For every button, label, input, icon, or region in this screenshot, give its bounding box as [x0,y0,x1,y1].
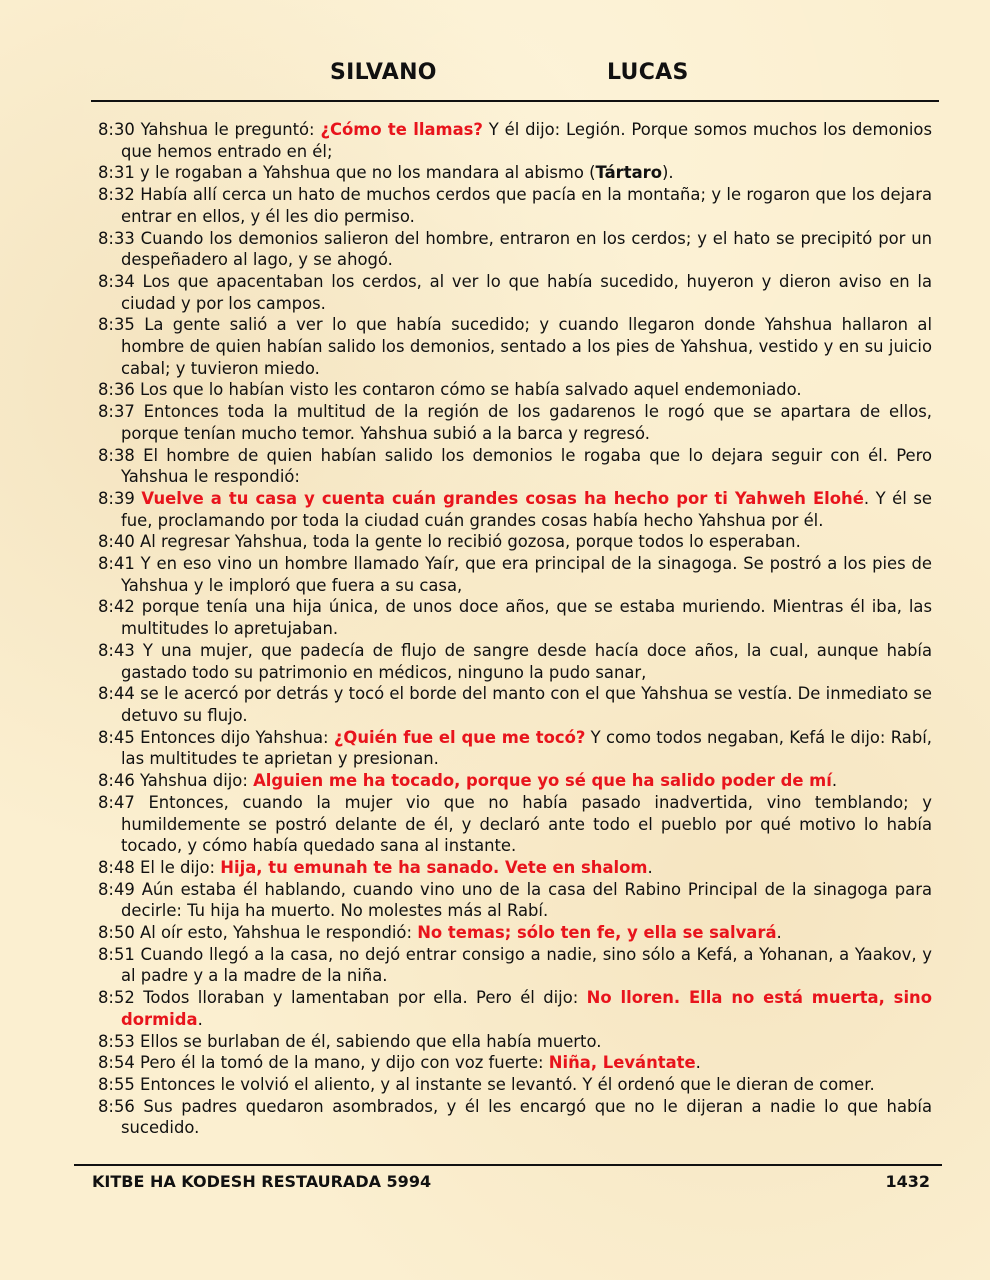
verse-text: Entonces dijo Yahshua: [140,727,334,747]
verse-reference: 8:43 [98,640,135,660]
verse-text: Al oír esto, Yahshua le respondió: [140,923,418,943]
verse-8-42 [98,596,932,639]
verse-reference: 8:39 [98,488,135,508]
verse-reference: 8:50 [98,923,135,943]
verse-8-52 [98,987,932,1030]
verse-reference: 8:49 [98,879,135,899]
verse-8-39 [98,488,932,531]
verse-text: Yahshua dijo: [140,771,254,791]
verse-text: Sus padres quedaron asombrados, y él les encargó que no le dijeran a nadie lo que había sucedido. [121,1096,932,1138]
verse-text: Cuando llegó a la casa, no dejó entrar consigo a nadie, sino sólo a Kefá, a Yohanan, a Yaakov, y al padre y a la madre de la niña. [121,944,932,986]
verse-8-55 [98,1074,932,1096]
verse-reference: 8:37 [98,402,135,422]
verse-reference: 8:47 [98,792,135,812]
verse-text: . [647,857,653,877]
verse-text: Entonces toda la multitud de la región de los gadarenos le rogó que se apartara de ellos, porque tenían mucho temor. Yahshua subió a la barca y regresó. [121,402,932,443]
spoken-words: Niña, Levántate [548,1053,696,1073]
footer-title: KITBE HA KODESH RESTAURADA 5994 [92,1172,432,1191]
verse-reference: 8:41 [98,554,135,574]
spoken-words: Alguien me ha tocado, porque yo sé que ha salido poder de mí [253,771,832,791]
verse-8-41 [98,553,932,596]
spoken-words: ¿Quién fue el que me tocó? [333,727,586,747]
verse-8-30 [98,119,932,162]
verse-text: Los que lo habían visto les contaron cómo se había salvado aquel endemoniado. [140,380,802,400]
verse-text: Había allí cerca un hato de muchos cerdos que pacía en la montaña; y le rogaron que los dejara entrar en ellos, y él les dio permiso. [121,185,933,226]
verse-text: Aún estaba él hablando, cuando vino uno de la casa del Rabino Principal de la sinagoga para decirle: Tu hija ha muerto. No molestes más al Rabí. [121,879,932,921]
header-author: SILVANO [330,60,437,85]
verse-8-33 [98,228,932,271]
verse-8-43 [98,640,932,683]
footer-divider [74,1164,942,1166]
verse-text: El le dijo: [140,857,221,877]
verse-reference: 8:55 [98,1074,135,1094]
verse-list [98,119,932,1139]
verse-text: Yahshua le preguntó: [140,120,321,139]
verse-text: Entonces le volvió el aliento, y al instante se levantó. Y él ordenó que le dieran de comer. [140,1074,875,1094]
verse-reference: 8:35 [98,315,135,335]
verse-reference: 8:45 [98,727,135,747]
verse-reference: 8:40 [98,532,135,552]
verse-8-49 [98,879,932,922]
verse-8-31 [98,162,932,184]
verse-reference: 8:52 [98,988,135,1008]
verse-8-50 [98,922,932,944]
verse-text: porque tenía una hija única, de unos doce años, que se estaba muriendo. Mientras él iba, las multitudes lo apretujaban. [121,597,932,639]
verse-reference: 8:54 [98,1053,135,1073]
verse-reference: 8:56 [98,1096,135,1116]
verse-text: Y él dijo: Legión. Porque somos muchos los demonios que hemos entrado en él; [121,120,932,161]
verse-reference: 8:30 [98,120,135,139]
verse-8-34 [98,271,932,314]
verse-8-37 [98,401,932,444]
verse-text: . [197,1009,203,1029]
emphasized-term: Tártaro [595,163,662,183]
verse-8-47 [98,792,932,857]
verse-8-35 [98,314,932,379]
verse-8-36 [98,379,932,401]
verse-8-40 [98,531,932,553]
verse-reference: 8:34 [98,271,135,291]
verse-8-56 [98,1096,932,1139]
verse-reference: 8:31 [98,163,135,183]
verse-8-53 [98,1031,932,1053]
spoken-words: Hija, tu emunah te ha sanado. Vete en shalom [220,857,648,877]
verse-text: . [695,1053,701,1073]
spoken-words: No lloren. Ella no está muerta, sino dormida [121,988,932,1029]
spoken-words: No temas; sólo ten fe, y ella se salvará [417,923,777,943]
verse-reference: 8:32 [98,185,135,205]
verse-reference: 8:48 [98,857,135,877]
verse-text: Ellos se burlaban de él, sabiendo que ella había muerto. [140,1031,602,1051]
verse-text: y le rogaban a Yahshua que no los mandara al abismo ( [140,163,596,183]
spoken-words: ¿Cómo te llamas? [320,120,483,139]
header-book: LUCAS [607,60,689,85]
verse-text: . Y él se fue, proclamando por toda la ciudad cuán grandes cosas había hecho Yahshua por él. [121,488,933,530]
verse-text: Todos lloraban y lamentaban por ella. Pero él dijo: [143,988,587,1008]
verse-text: El hombre de quien habían salido los demonios le rogaba que lo dejara seguir con él. Pero Yahshua le respondió: [121,445,932,487]
verse-text: Entonces, cuando la mujer vio que no había pasado inadvertida, vino temblando; y humildemente se postró delante de él, y declaró ante todo el pueblo por qué motivo lo había tocado, y cómo había quedado sana al instante. [121,792,933,856]
verse-reference: 8:53 [98,1031,135,1051]
verse-text: Y como todos negaban, Kefá le dijo: Rabí, las multitudes te aprietan y presionan. [121,727,932,769]
verse-reference: 8:33 [98,228,135,248]
verse-text: . [831,771,838,791]
verse-text: Cuando los demonios salieron del hombre, entraron en los cerdos; y el hato se precipitó por un despeñadero al lago, y se ahogó. [121,228,932,270]
verse-reference: 8:44 [98,684,135,704]
verse-8-45 [98,727,932,770]
verse-8-51 [98,944,932,987]
verse-reference: 8:38 [98,445,135,465]
verse-reference: 8:51 [98,944,135,964]
verse-text: Y una mujer, que padecía de flujo de sangre desde hacía doce años, la cual, aunque había gastado todo su patrimonio en médicos, ninguno la pudo sanar, [121,640,932,682]
verse-reference: 8:36 [98,380,135,400]
verse-text: . [776,923,782,943]
verse-8-54 [98,1052,932,1074]
page-number: 1432 [885,1172,930,1191]
verse-8-46 [98,770,932,792]
page-header [0,60,990,90]
verse-8-32 [98,184,932,227]
verse-reference: 8:46 [98,771,135,791]
verse-8-44 [98,683,932,726]
verse-text: Al regresar Yahshua, toda la gente lo recibió gozosa, porque todos lo esperaban. [140,532,801,552]
verse-reference: 8:42 [98,597,135,617]
verse-8-38 [98,445,932,488]
verse-text: se le acercó por detrás y tocó el borde del manto con el que Yahshua se vestía. De inmediato se detuvo su flujo. [121,684,932,725]
spoken-words: Vuelve a tu casa y cuenta cuán grandes cosas ha hecho por ti Yahweh Elohé [141,488,864,508]
verse-text: La gente salió a ver lo que había sucedido; y cuando llegaron donde Yahshua hallaron al hombre de quien habían salido los demonios, sentado a los pies de Yahshua, vestido y en su juicio cabal; y tuvieron miedo. [121,315,933,378]
verse-text: Los que apacentaban los cerdos, al ver lo que había sucedido, huyeron y dieron aviso en la ciudad y por los campos. [121,271,932,313]
header-divider [91,100,939,102]
verse-8-48 [98,857,932,879]
verse-text: ). [662,163,674,183]
verse-text: Y en eso vino un hombre llamado Yaír, que era principal de la sinagoga. Se postró a los pies de Yahshua y le imploró que fuera a su casa, [121,554,932,595]
verse-text: Pero él la tomó de la mano, y dijo con voz fuerte: [140,1053,549,1073]
